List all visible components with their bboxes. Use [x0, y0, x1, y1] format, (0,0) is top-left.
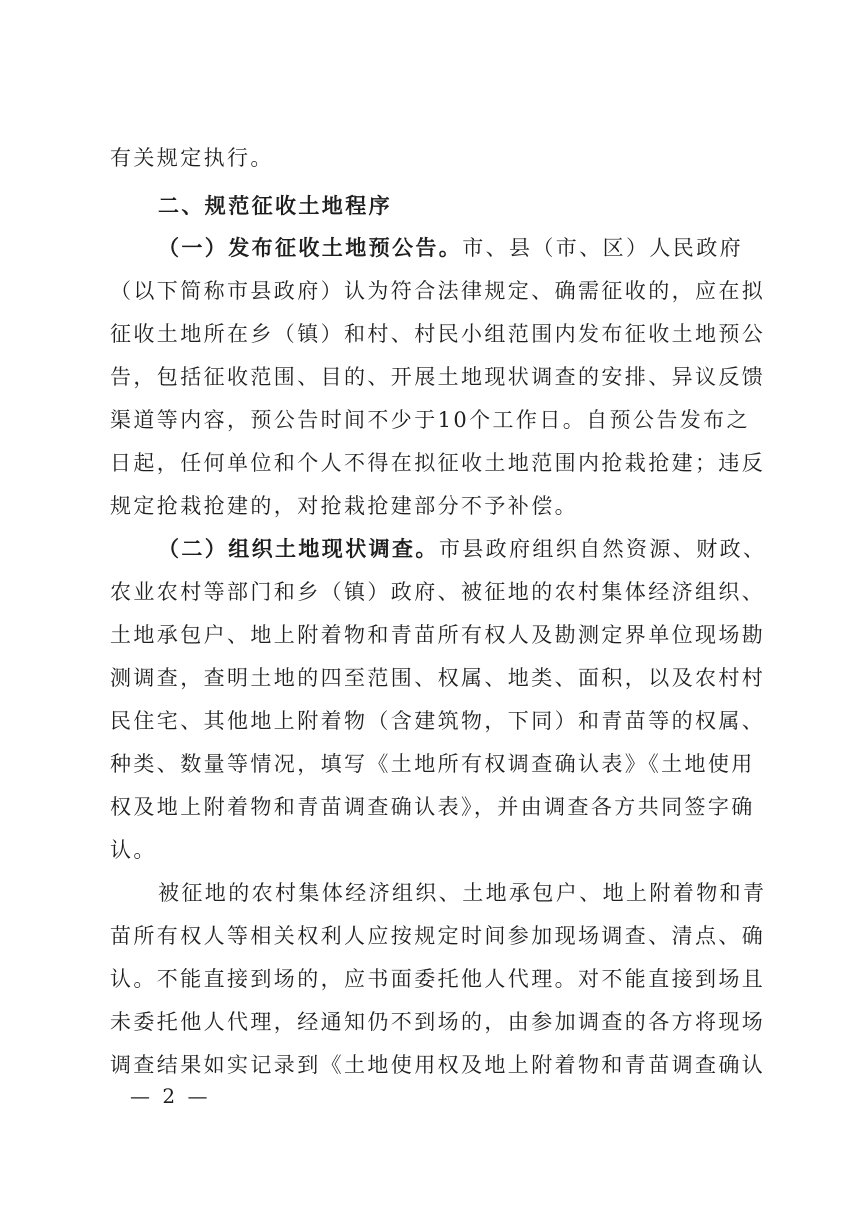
- text-line: 渠道等内容，预公告时间不少于10个工作日。自预公告发布之: [110, 408, 750, 432]
- paragraph-heading-line: [158, 234, 750, 262]
- text-line: 认。: [110, 838, 157, 862]
- subsection-heading: （二）组织土地现状调查。: [158, 536, 439, 561]
- text-span: 市县政府组织自然资源、财政、: [438, 537, 767, 561]
- text-line: 被征地的农村集体经济组织、土地承包户、地上附着物和青: [158, 881, 767, 905]
- text-line: （以下简称市县政府）认为符合法律规定、确需征收的，应在拟: [110, 279, 766, 303]
- subsection-heading: （一）发布征收土地预公告。: [158, 235, 463, 260]
- text-line: 告，包括征收范围、目的、开展土地现状调查的安排、异议反馈: [110, 365, 766, 389]
- text-line: 苗所有权人等相关权利人应按规定时间参加现场调查、清点、确: [110, 924, 766, 948]
- text-line: 未委托他人代理，经通知仍不到场的，由参加调查的各方将现场: [110, 1010, 766, 1034]
- text-span: 市、县（市、区）人民政府: [462, 236, 744, 260]
- text-line: 农业农村等部门和乡（镇）政府、被征地的农村集体经济组织、: [110, 580, 766, 604]
- text-line: 民住宅、其他地上附着物（含建筑物，下同）和青苗等的权属、: [110, 709, 766, 733]
- text-line: 土地承包户、地上附着物和青苗所有权人及勘测定界单位现场勘: [110, 623, 766, 647]
- text-line: 规定抢栽抢建的，对抢栽抢建部分不予补偿。: [110, 494, 578, 518]
- page-number: — 2 —: [130, 1084, 211, 1108]
- text-line: 认。不能直接到场的，应书面委托他人代理。对不能直接到场且: [110, 967, 766, 991]
- section-heading: 二、规范征收土地程序: [158, 193, 392, 218]
- text-line: 权及地上附着物和青苗调查确认表》，并由调查各方共同签字确: [110, 795, 755, 819]
- paragraph-heading-line: [158, 535, 767, 563]
- text-line: 有关规定执行。: [110, 146, 274, 170]
- text-line: 日起，任何单位和个人不得在拟征收土地范围内抢栽抢建；违反: [110, 451, 766, 475]
- text-line: 测调查，查明土地的四至范围、权属、地类、面积，以及农村村: [110, 666, 766, 690]
- text-line: 种类、数量等情况，填写《土地所有权调查确认表》《土地使用: [110, 752, 755, 776]
- text-line: 征收土地所在乡（镇）和村、村民小组范围内发布征收土地预公: [110, 322, 766, 346]
- text-line: 调查结果如实记录到《土地使用权及地上附着物和青苗调查确认: [110, 1053, 766, 1077]
